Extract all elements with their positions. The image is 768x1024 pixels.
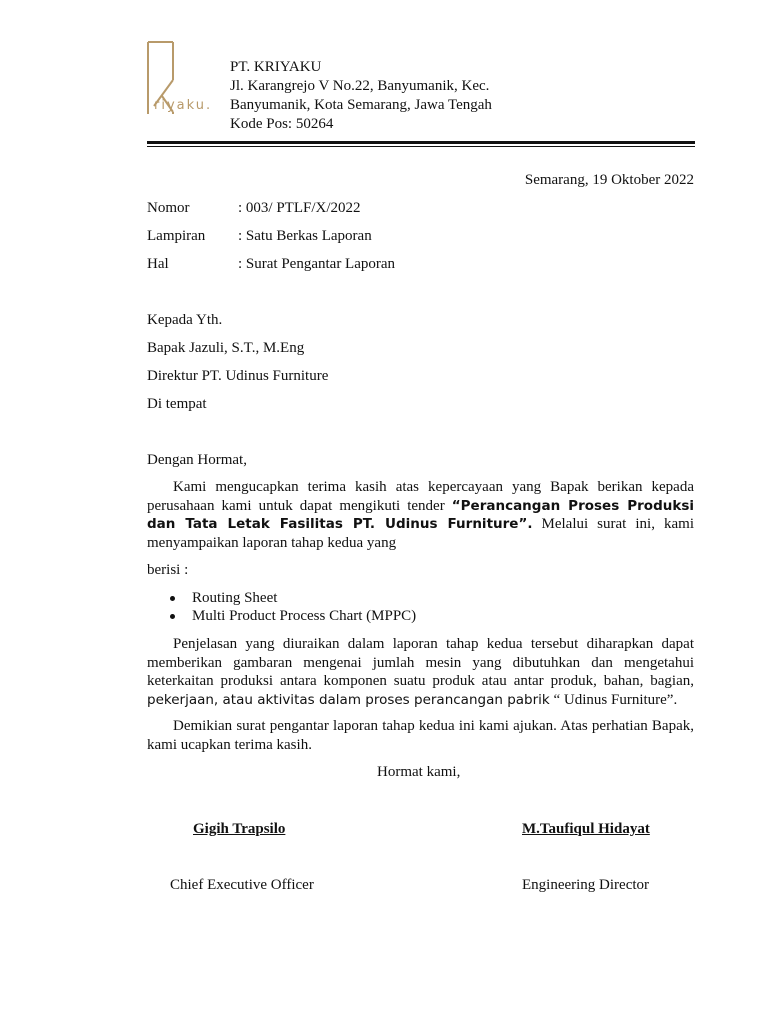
meta-value-lampiran: : Satu Berkas Laporan bbox=[238, 228, 372, 244]
logo-wordmark: riyaku. bbox=[154, 98, 213, 113]
closing-text: Hormat kami, bbox=[377, 764, 461, 780]
address-line-2: Banyumanik, Kota Semarang, Jawa Tengah bbox=[230, 97, 492, 113]
recipient-position: Direktur PT. Udinus Furniture bbox=[147, 368, 329, 384]
paragraph-2-text-end: “ Udinus Furniture”. bbox=[549, 691, 678, 708]
bullet-icon bbox=[170, 596, 175, 601]
list-item-label: Routing Sheet bbox=[192, 590, 278, 606]
list-item-label: Multi Product Process Chart (MPPC) bbox=[192, 608, 417, 624]
meta-label-nomor: Nomor bbox=[147, 200, 190, 216]
recipient-line-1: Kepada Yth. bbox=[147, 312, 223, 328]
signatory-name-right: M.Taufiqul Hidayat bbox=[522, 821, 650, 837]
list-item bbox=[170, 589, 416, 607]
company-logo bbox=[146, 40, 216, 116]
paragraph-2-text-start: Penjelasan yang diuraikan dalam laporan tahap kedua tersebut diharapkan dapat memberikan gambaran mengenai jumlah mesin yang dibutuhkan dan mengetahui keterkaitan produksi antara komponen suatu produk atau antar produk, bahan, bagian, bbox=[147, 636, 694, 689]
signatory-title-right: Engineering Director bbox=[522, 877, 650, 893]
recipient-place: Di tempat bbox=[147, 396, 207, 412]
header-divider-thin bbox=[147, 146, 695, 147]
signatory-name-left: Gigih Trapsilo bbox=[193, 821, 286, 837]
letter-date: Semarang, 19 Oktober 2022 bbox=[524, 172, 694, 188]
signatory-title-left: Chief Executive Officer bbox=[170, 877, 314, 893]
contents-list bbox=[170, 589, 416, 625]
recipient-name: Bapak Jazuli, S.T., M.Eng bbox=[147, 340, 305, 356]
paragraph-2-text-sans: pekerjaan, atau aktivitas dalam proses perancangan pabrik bbox=[147, 691, 550, 708]
meta-label-hal: Hal bbox=[147, 256, 169, 272]
salutation: Dengan Hormat, bbox=[147, 452, 247, 468]
company-header bbox=[230, 58, 492, 134]
list-item bbox=[170, 607, 416, 625]
tender-title: “Perancangan Proses Produksi dan Tata Letak Fasilitas PT. Udinus Furniture”. bbox=[147, 497, 694, 532]
company-name: PT. KRIYAKU bbox=[230, 59, 322, 75]
meta-value-hal: : Surat Pengantar Laporan bbox=[238, 256, 396, 272]
paragraph-1-text-end: Melalui surat ini, kami menyampaikan laporan tahap kedua yang bbox=[147, 516, 694, 551]
paragraph-1-text-start: Kami mengucapkan terima kasih atas kepercayaan yang Bapak berikan kepada perusahaan kami untuk dapat mengikuti tender bbox=[147, 479, 694, 514]
body-paragraph-2 bbox=[147, 635, 694, 709]
header-divider-thick bbox=[147, 141, 695, 144]
meta-value-nomor: : 003/ PTLF/X/2022 bbox=[238, 200, 361, 216]
body-paragraph-1 bbox=[147, 478, 694, 552]
contents-intro: berisi : bbox=[147, 562, 189, 578]
postal-code: Kode Pos: 50264 bbox=[230, 116, 334, 132]
body-paragraph-3: Demikian surat pengantar laporan tahap kedua ini kami ajukan. Atas perhatian Bapak, kami ucapkan terima kasih. bbox=[147, 718, 694, 753]
bullet-icon bbox=[170, 614, 175, 619]
meta-label-lampiran: Lampiran bbox=[147, 228, 206, 244]
address-line-1: Jl. Karangrejo V No.22, Banyumanik, Kec. bbox=[230, 78, 490, 94]
